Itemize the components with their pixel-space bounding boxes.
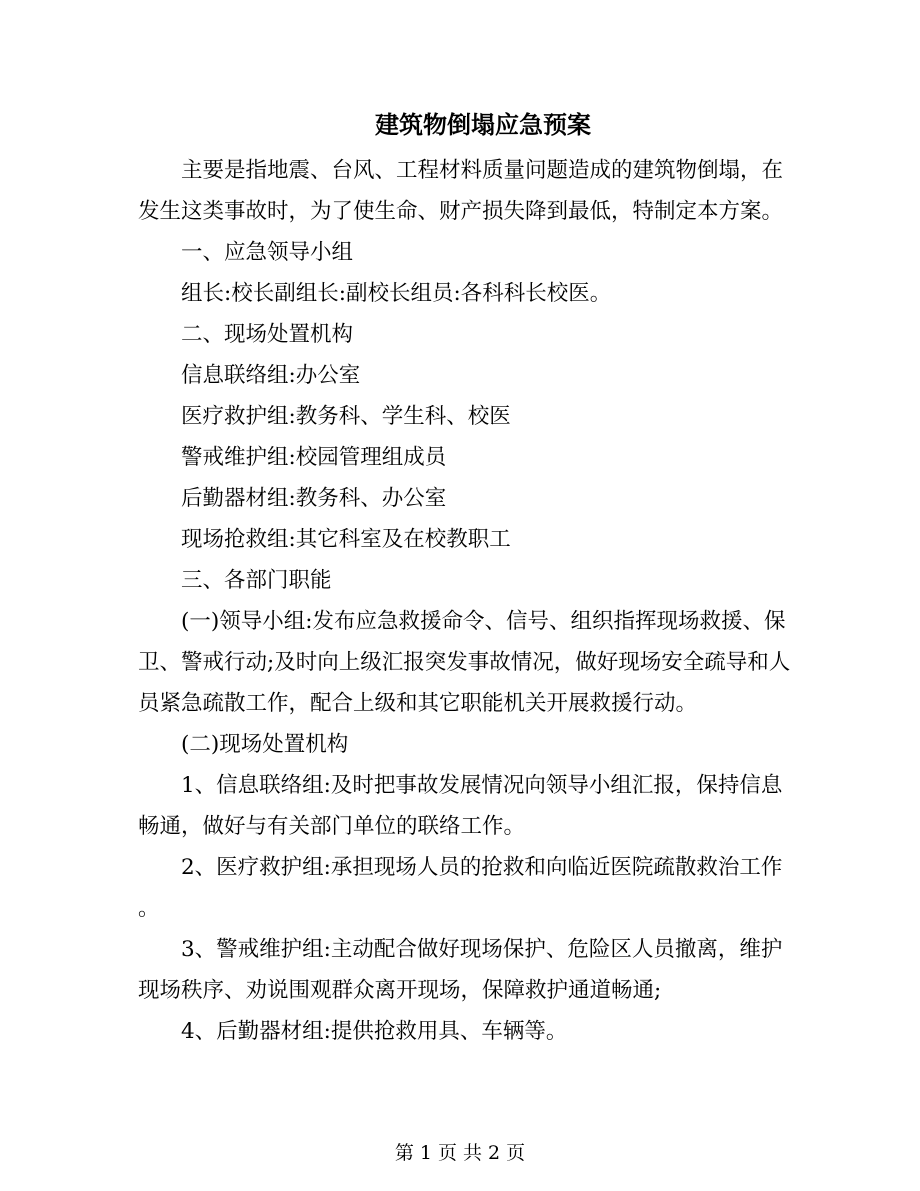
- team-logistics: [138, 478, 782, 519]
- paragraph-line: 发生这类事故时，为了使生命、财产损失降到最低，特制定本方案。: [138, 199, 784, 224]
- paragraph-line: 信息联络组:办公室: [181, 363, 361, 388]
- paragraph-line: 现场抢救组:其它科室及在校教职工: [181, 527, 511, 552]
- paragraph-line: 4、后勤器材组:提供抢救用具、车辆等。: [181, 1019, 568, 1044]
- paragraph-line: 。: [138, 896, 160, 921]
- paragraph-line: 2、医疗救护组:承担现场人员的抢救和向临近医院疏散救治工作: [181, 855, 783, 880]
- leadership-members: [138, 273, 782, 314]
- team-rescue: [138, 519, 782, 560]
- paragraph-line: 员紧急疏散工作，配合上级和其它职能机关开展救援行动。: [138, 691, 698, 716]
- section-heading-duties: [138, 560, 782, 601]
- team-medical: [138, 396, 782, 437]
- section-heading-leadership: [138, 232, 782, 273]
- paragraph-line: 警戒维护组:校园管理组成员: [181, 445, 447, 470]
- team-info-liaison: [138, 355, 782, 396]
- paragraph-line: 现场秩序、劝说围观群众离开现场，保障救护通道畅通;: [138, 978, 662, 1003]
- section-heading-onsite-units: [138, 314, 782, 355]
- document-title: 建筑物倒塌应急预案: [375, 110, 591, 139]
- paragraph-line: 医疗救护组:教务科、学生科、校医: [181, 404, 511, 429]
- paragraph-line: 1、信息联络组:及时把事故发展情况向领导小组汇报，保持信息: [181, 773, 783, 798]
- page-footer: 第 1 页 共 2 页: [394, 1142, 526, 1164]
- paragraph-line: (一)领导小组:发布应急救援命令、信号、组织指挥现场救援、保: [181, 609, 786, 634]
- duty-info-liaison: [138, 765, 782, 847]
- paragraph-line: 3、警戒维护组:主动配合做好现场保护、危险区人员撤离，维护: [181, 937, 783, 962]
- team-security: [138, 437, 782, 478]
- paragraph-line: 组长:校长副组长:副校长组员:各科科长校医。: [181, 281, 612, 306]
- duty-leadership-group: [138, 601, 791, 724]
- duty-logistics: [138, 1011, 782, 1052]
- paragraph-line: 卫、警戒行动;及时向上级汇报突发事故情况，做好现场安全疏导和人: [138, 650, 791, 675]
- paragraph-line: 一、应急领导小组: [181, 240, 354, 265]
- paragraph-line: 二、现场处置机构: [181, 322, 354, 347]
- intro-paragraph: [138, 150, 782, 232]
- duty-security: [138, 929, 782, 1011]
- document-body: [138, 150, 791, 1052]
- paragraph-line: 主要是指地震、台风、工程材料质量问题造成的建筑物倒塌，在: [181, 158, 784, 183]
- duty-medical: [138, 847, 782, 929]
- paragraph-line: 畅通，做好与有关部门单位的联络工作。: [138, 814, 526, 839]
- paragraph-line: 三、各部门职能: [181, 568, 332, 593]
- subsection-heading-onsite-units: [138, 724, 782, 765]
- paragraph-line: 后勤器材组:教务科、办公室: [181, 486, 447, 511]
- paragraph-line: (二)现场处置机构: [181, 732, 349, 757]
